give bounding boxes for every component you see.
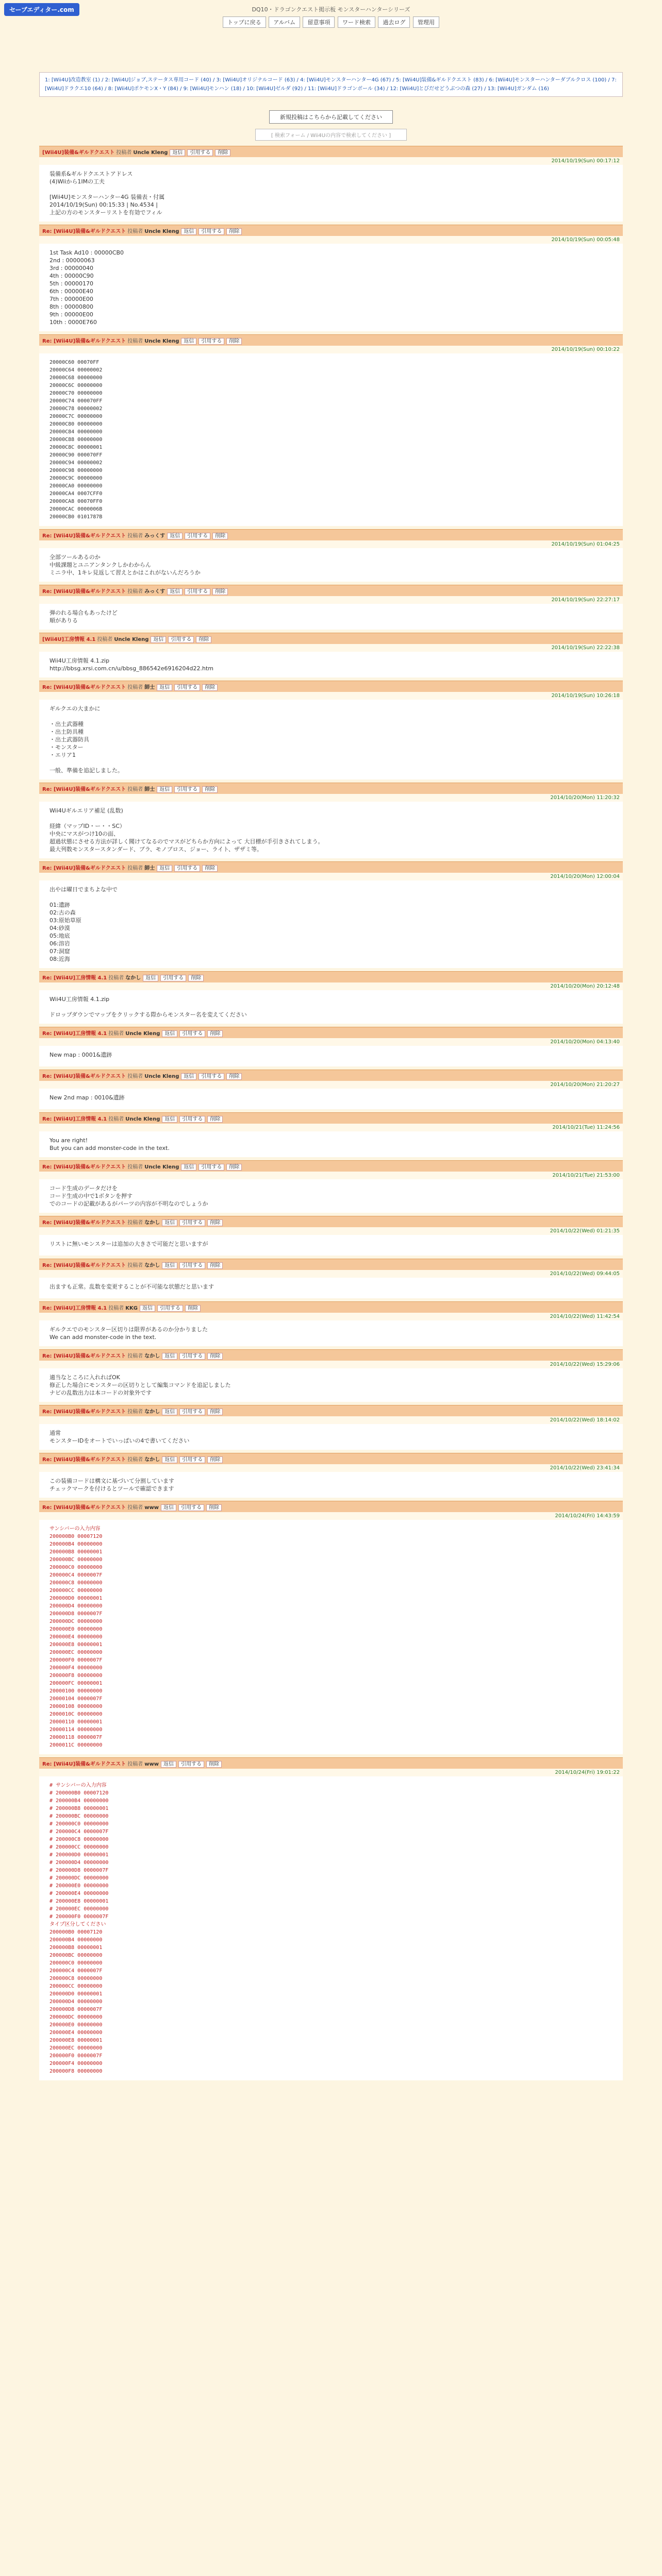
post-quote-button[interactable]: 引用する xyxy=(178,1761,204,1768)
search-bar xyxy=(39,129,623,141)
post-date: 2014/10/19(Sun) 00:05:48 xyxy=(39,236,623,244)
post-body xyxy=(39,700,623,779)
post-body xyxy=(39,1235,623,1256)
post xyxy=(39,1160,623,1213)
post-body xyxy=(39,1776,623,2080)
post-body xyxy=(39,1046,623,1066)
post-by-label: 投稿者 xyxy=(127,1505,143,1511)
post-quote-button[interactable]: 引用する xyxy=(198,1073,224,1080)
post-by-label: 投稿者 xyxy=(127,589,143,595)
post-quote-button[interactable]: 引用する xyxy=(179,1219,205,1226)
post xyxy=(39,529,623,582)
post-reply-button[interactable]: 返信 xyxy=(143,975,158,981)
post-title[interactable]: Re: [Wii4U]装備&ギルドクエスト xyxy=(42,787,126,792)
post-reply-button[interactable]: 返信 xyxy=(157,786,172,793)
post-quote-button[interactable]: 引用する xyxy=(185,533,210,539)
post-header xyxy=(39,529,623,540)
post-body xyxy=(39,1520,623,1754)
post-date: 2014/10/24(Fri) 14:43:59 xyxy=(39,1512,623,1520)
post-list xyxy=(39,146,623,2080)
post-body xyxy=(39,652,623,677)
post-delete-button[interactable]: 削除 xyxy=(207,1219,223,1226)
post-date: 2014/10/20(Mon) 20:12:48 xyxy=(39,982,623,990)
post-title[interactable]: Re: [Wii4U]装備&ギルドクエスト xyxy=(42,1353,126,1359)
post-title[interactable]: Re: [Wii4U]装備&ギルドクエスト xyxy=(42,533,126,539)
post-delete-button[interactable]: 削除 xyxy=(207,1030,223,1037)
post-title[interactable]: Re: [Wii4U]工房情報 4.1 xyxy=(42,1031,107,1037)
post-delete-button[interactable]: 削除 xyxy=(226,228,242,235)
post-reply-button[interactable]: 返信 xyxy=(181,338,196,345)
post-header xyxy=(39,861,623,873)
post-title[interactable]: Re: [Wii4U]装備&ギルドクエスト xyxy=(42,1074,126,1079)
post-title[interactable]: Re: [Wii4U]装備&ギルドクエスト xyxy=(42,1164,126,1170)
post-reply-button[interactable]: 返信 xyxy=(162,1030,177,1037)
post-text: Wii4Uギルエリア補足 (乱数) 経緯（マップID・ー・・SC） 中央にマスがつけ10の面、 超過状態にさせる方法が詳しく聞けてなるのでマスがどちらか方向によって 大目標が手引きされてしまう。 最大列数モンスタースタンダード、ブラ、モノブロス、ジョー、ライト、ザザミ等。 xyxy=(49,807,324,853)
post-author: 師士 xyxy=(144,685,155,690)
post-text: New map : 0001&遺跡 xyxy=(49,1052,112,1058)
post-reply-button[interactable]: 返信 xyxy=(161,1761,176,1768)
post-text: 通常 モンスターIDをオートでいっぱいの4で書いてください xyxy=(49,1430,190,1444)
post-reply-button[interactable]: 返信 xyxy=(162,1409,177,1415)
post-author: Uncle Kleng xyxy=(114,637,149,642)
post-delete-button[interactable]: 削除 xyxy=(196,636,211,643)
post-date: 2014/10/22(Wed) 11:42:54 xyxy=(39,1313,623,1320)
post-text: Wii4U工房情報 4.1.zip http://bbsg.xrsi.com.cn/u/bbsg_886542e6916204d22.htm xyxy=(49,657,213,672)
post-delete-button[interactable]: 削除 xyxy=(207,1116,223,1123)
post xyxy=(39,1259,623,1298)
post-text: ギルクエの大まかに ・出土武器種 ・出土防具種 ・出土武器防具 ・モンスター ・エリア1 一般、準備を追記しました。 xyxy=(49,705,123,774)
post-quote-button[interactable]: 引用する xyxy=(174,786,200,793)
post-body xyxy=(39,1472,623,1498)
post-quote-button[interactable]: 引用する xyxy=(168,636,194,643)
post-header xyxy=(39,1160,623,1172)
post-author: Uncle Kleng xyxy=(144,1074,179,1079)
new-post-button[interactable]: 新規投稿はこちらから記載してください xyxy=(269,110,393,124)
post-title[interactable]: Re: [Wii4U]装備&ギルドクエスト xyxy=(42,1263,126,1268)
post xyxy=(39,1070,623,1109)
post-title[interactable]: [Wii4U]工房情報 4.1 xyxy=(42,637,96,642)
post-by-label: 投稿者 xyxy=(127,1220,143,1226)
post-text: 20000C60 00070FF 20000C64 00000002 20000C68 00000000 20000C6C 00000000 20000C70 00000000 20000C74 000070FF 20000C78 00000002 20000C7C 00000000 20000C80 00000000 20000C84 00000000 20000C88 00000000 20000C8C 00000001 20000C90 000070FF 20000C94 00000002 20000C98 00000000 20000C9C 00000000 20000CA0 00000000 20000CA4 0007CFF0 20000CA8 00070FF0 20000CAC 0000006B 20000CB0 0101787B xyxy=(49,360,103,520)
post-reply-button[interactable]: 返信 xyxy=(167,533,183,539)
nav-album[interactable]: アルバム xyxy=(269,16,300,28)
post-quote-button[interactable]: 引用する xyxy=(198,338,224,345)
post-reply-button[interactable]: 返信 xyxy=(151,636,166,643)
post-delete-button[interactable]: 削除 xyxy=(207,1409,223,1415)
post xyxy=(39,146,623,222)
post-by-label: 投稿者 xyxy=(127,1074,143,1079)
post-by-label: 投稿者 xyxy=(97,637,113,642)
post-text: 1st Task Ad10 : 00000CB0 2nd : 00000063 3rd : 00000040 4th : 00000C90 5th : 00000170 6th : 00000E40 7th : 00000E00 8th : 00000800 9th : 00000E00 10th : 0000E760 xyxy=(49,249,124,326)
post-delete-button[interactable]: 削除 xyxy=(206,1504,222,1511)
post-date: 2014/10/22(Wed) 01:21:35 xyxy=(39,1227,623,1235)
search-input[interactable]: [ 検索フォーム / Wii4Uの内容で検索してください ] xyxy=(255,129,407,141)
post-author: Uncle Kleng xyxy=(125,1031,160,1037)
post-title[interactable]: Re: [Wii4U]装備&ギルドクエスト xyxy=(42,1457,126,1463)
post xyxy=(39,1112,623,1157)
post-quote-button[interactable]: 引用する xyxy=(157,1305,183,1312)
post-delete-button[interactable]: 削除 xyxy=(207,1456,223,1463)
post-header xyxy=(39,1453,623,1464)
post-date: 2014/10/22(Wed) 18:14:02 xyxy=(39,1416,623,1424)
post-header xyxy=(39,1027,623,1038)
post-header xyxy=(39,225,623,236)
post-quote-button[interactable]: 引用する xyxy=(187,149,213,156)
thread-list[interactable]: 1: [Wii4U]改造教室 (1) / 2: [Wii4U]ジョブ,ステータス専用コード (40) / 3: [Wii4U]オリジナルコード (63) / 4: [Wii4U]モンスターハンター4G (67) / 5: [Wii4U]装備&ギルドクエスト (83) / 6: [Wii4U]モンスターハンターダブルクロス (100) / 7: [Wii4U]ドラクエ10 (64) / 8: [Wii4U]ポケモンX・Y (84) / 9: [Wii4U]モンハン (18) / 10: [Wii4U]ゼルダ (92) / 11: [Wii4U]ドラゴンボール (34) / 12: [Wii4U]とびだせどうぶつの森 (27) / 13: [Wii4U]ガンダム (16) xyxy=(39,72,623,97)
post-quote-button[interactable]: 引用する xyxy=(160,975,186,981)
post-body xyxy=(39,604,623,630)
post-header xyxy=(39,1216,623,1227)
post-quote-button[interactable]: 引用する xyxy=(179,1262,205,1269)
post-title[interactable]: Re: [Wii4U]装備&ギルドクエスト xyxy=(42,1761,126,1767)
post-quote-button[interactable]: 引用する xyxy=(185,588,210,595)
post-author: なかし xyxy=(144,1263,160,1268)
post xyxy=(39,1405,623,1450)
post-date: 2014/10/19(Sun) 00:17:12 xyxy=(39,157,623,165)
post-body xyxy=(39,353,623,526)
post-reply-button[interactable]: 返信 xyxy=(181,228,196,235)
post-delete-button[interactable]: 削除 xyxy=(226,338,242,345)
post-header xyxy=(39,1757,623,1769)
post-text: Wii4U工房情報 4.1.zip ドロップダウンでマップをクリックする際からモンスター名を変えてください xyxy=(49,996,247,1018)
post-date: 2014/10/19(Sun) 10:26:18 xyxy=(39,692,623,700)
post-title[interactable]: Re: [Wii4U]工房情報 4.1 xyxy=(42,975,107,981)
nav-top[interactable]: トップに戻る xyxy=(223,16,266,28)
post-header xyxy=(39,633,623,644)
post-header xyxy=(39,1349,623,1361)
post-date: 2014/10/21(Tue) 21:53:00 xyxy=(39,1172,623,1179)
post-text: 全部ツールあるのか 中級課題とユニアンタンクしかわからん ミニラ中、1キレ見返して習えとかはこれがないんだろうか xyxy=(49,554,201,576)
site-logo[interactable]: セーブエディター.com xyxy=(4,3,79,16)
post-body xyxy=(39,880,623,968)
post-text: サンシバーの入力内容 200000B0 00007120 200000B4 00000000 200000B8 00000001 200000BC 00000000 200000C0 00000000 200000C4 0000007F 200000C8 00000000 200000CC 00000000 200000D0 00000001 200000D4 00000000 200000D8 0000007F 200000DC 00000000 200000E0 00000000 200000E4 00000000 200000E8 00000001 200000EC 00000000 200000F0 0000007F 200000F4 00000000 200000F8 00000000 200000FC 00000001 20000100 00000000 20000104 0000007F 20000108 00000000 2000010C 00000000 20000110 00000001 20000114 00000000 20000118 0000007F 2000011C 00000000 xyxy=(49,1526,103,1748)
post-title[interactable]: Re: [Wii4U]装備&ギルドクエスト xyxy=(42,229,126,234)
post-text: 出やは曜日でまちよな中で 01:遺跡 02:古の森 03:原始草原 04:砂漠 05:地底 06:溶岩 07:洞窟 08:近海 xyxy=(49,886,118,962)
post-date: 2014/10/19(Sun) 22:27:17 xyxy=(39,596,623,604)
post-date: 2014/10/19(Sun) 22:22:38 xyxy=(39,644,623,652)
post-by-label: 投稿者 xyxy=(116,150,132,156)
post-reply-button[interactable]: 返信 xyxy=(181,1164,196,1171)
post-author: みっくす xyxy=(144,589,166,595)
new-post-notice xyxy=(39,110,623,124)
post-title[interactable]: Re: [Wii4U]装備&ギルドクエスト xyxy=(42,589,126,595)
post-reply-button[interactable]: 返信 xyxy=(170,149,185,156)
post-date: 2014/10/22(Wed) 09:44:05 xyxy=(39,1270,623,1278)
post-date: 2014/10/19(Sun) 00:10:22 xyxy=(39,346,623,353)
post-text: コード生成のデータだけを コード生成の中で1ボタンを押す でのコードの記載があるがパーツの内容が不明なのでしょうか xyxy=(49,1185,208,1207)
post-text: New 2nd map : 0010&遺跡 xyxy=(49,1094,125,1101)
post-quote-button[interactable]: 引用する xyxy=(179,1030,205,1037)
post-by-label: 投稿者 xyxy=(127,1353,143,1359)
nav-admin[interactable]: 管理用 xyxy=(413,16,439,28)
post-by-label: 投稿者 xyxy=(127,533,143,539)
post-header xyxy=(39,585,623,596)
post-header xyxy=(39,334,623,346)
post-author: Uncle Kleng xyxy=(144,338,179,344)
post-reply-button[interactable]: 返信 xyxy=(157,684,172,691)
site-title: DQ10・ドラゴンクエスト掲示板 モンスターハンターシリーズ xyxy=(252,6,410,13)
post-delete-button[interactable]: 削除 xyxy=(226,1073,242,1080)
post-title[interactable]: Re: [Wii4U]装備&ギルドクエスト xyxy=(42,685,126,690)
post xyxy=(39,225,623,331)
post-author: KKG xyxy=(125,1306,138,1311)
post-delete-button[interactable]: 削除 xyxy=(185,1305,201,1312)
site-header xyxy=(0,0,662,28)
post-body xyxy=(39,1089,623,1109)
post-by-label: 投稿者 xyxy=(108,1306,124,1311)
post-quote-button[interactable]: 引用する xyxy=(179,1116,205,1123)
post xyxy=(39,585,623,630)
post-body xyxy=(39,165,623,222)
post-delete-button[interactable]: 削除 xyxy=(212,588,228,595)
post-header xyxy=(39,1259,623,1270)
post-date: 2014/10/22(Wed) 23:41:34 xyxy=(39,1464,623,1472)
post-text: リストに無いモンスターは追加の大きさで可能だと思いますが xyxy=(49,1241,208,1247)
post-text: 適当なところに入れればOK 修正した場合にモンスターの区切りとして編集コマンドを追記しました ナビの乱数出力は本コードの対象外です xyxy=(49,1374,231,1396)
post-author: Uncle Kleng xyxy=(133,150,168,156)
post-date: 2014/10/21(Tue) 11:24:56 xyxy=(39,1124,623,1131)
post-body xyxy=(39,1278,623,1298)
post-title[interactable]: Re: [Wii4U]工房情報 4.1 xyxy=(42,1116,107,1122)
post-quote-button[interactable]: 引用する xyxy=(174,865,200,872)
nav-search[interactable]: ワード検索 xyxy=(338,16,375,28)
post-by-label: 投稿者 xyxy=(127,787,143,792)
post-author: Uncle Kleng xyxy=(144,229,179,234)
post-author: なかし xyxy=(144,1353,160,1359)
post-title[interactable]: Re: [Wii4U]装備&ギルドクエスト xyxy=(42,1220,126,1226)
post-body xyxy=(39,244,623,331)
post xyxy=(39,861,623,968)
post-author: www xyxy=(144,1761,159,1767)
post xyxy=(39,971,623,1024)
post-reply-button[interactable]: 返信 xyxy=(162,1353,177,1360)
post-author: なかし xyxy=(144,1457,160,1463)
post-body xyxy=(39,1424,623,1450)
post-header xyxy=(39,1070,623,1081)
main-content xyxy=(39,72,623,2083)
post-author: Uncle Kleng xyxy=(125,1116,160,1122)
post-text: この装備コードは構文に基づいて分割しています チェックマークを付けるとツールで確認できます xyxy=(49,1478,174,1492)
post-date: 2014/10/20(Mon) 11:20:32 xyxy=(39,794,623,802)
post xyxy=(39,1216,623,1256)
post-quote-button[interactable]: 引用する xyxy=(198,228,224,235)
post xyxy=(39,1349,623,1402)
post xyxy=(39,1757,623,2080)
post-reply-button[interactable]: 返信 xyxy=(157,865,172,872)
post-date: 2014/10/22(Wed) 15:29:06 xyxy=(39,1361,623,1368)
post-author: なかし xyxy=(144,1409,160,1415)
post-text: 出ますも正常。乱数を変更することが不可能な状態だと思います xyxy=(49,1283,214,1290)
post-reply-button[interactable]: 返信 xyxy=(161,1504,176,1511)
post-reply-button[interactable]: 返信 xyxy=(162,1456,177,1463)
post-delete-button[interactable]: 削除 xyxy=(215,149,230,156)
post-body xyxy=(39,990,623,1024)
post-by-label: 投稿者 xyxy=(127,1761,143,1767)
post-body xyxy=(39,1131,623,1157)
post-author: なかし xyxy=(125,975,141,981)
post-quote-button[interactable]: 引用する xyxy=(198,1164,224,1171)
post xyxy=(39,334,623,526)
post-by-label: 投稿者 xyxy=(108,1116,124,1122)
post-delete-button[interactable]: 削除 xyxy=(188,975,204,981)
post-author: 師士 xyxy=(144,866,155,871)
post-delete-button[interactable]: 削除 xyxy=(202,684,218,691)
post xyxy=(39,633,623,677)
post-delete-button[interactable]: 削除 xyxy=(207,1353,223,1360)
post-header xyxy=(39,1405,623,1416)
post-header xyxy=(39,1301,623,1313)
post-text: You are right! But you can add monster-code in the text. xyxy=(49,1137,170,1151)
post-author: www xyxy=(144,1505,159,1511)
post-by-label: 投稿者 xyxy=(127,338,143,344)
post-delete-button[interactable]: 削除 xyxy=(226,1164,242,1171)
post-author: なかし xyxy=(144,1220,160,1226)
post-quote-button[interactable]: 引用する xyxy=(179,1409,205,1415)
post-by-label: 投稿者 xyxy=(127,1263,143,1268)
post-delete-button[interactable]: 削除 xyxy=(206,1761,222,1768)
post-body xyxy=(39,1368,623,1402)
post-date: 2014/10/20(Mon) 04:13:40 xyxy=(39,1038,623,1046)
post-body xyxy=(39,548,623,582)
post-quote-button[interactable]: 引用する xyxy=(179,1456,205,1463)
post xyxy=(39,1453,623,1498)
post-text: 装備系&ギルドクエストアドレス (4)Wiiから1IMの工夫 [Wii4U]モンスターハンター4G 装備表・付属 2014/10/19(Sun) 00:15:33 | No.4534 | 上記の方のモンスターリストを有効でフィル xyxy=(49,171,165,216)
post-author: みっくす xyxy=(144,533,166,539)
post-reply-button[interactable]: 返信 xyxy=(162,1219,177,1226)
post-by-label: 投稿者 xyxy=(127,1164,143,1170)
post-header xyxy=(39,1112,623,1124)
post-by-label: 投稿者 xyxy=(127,229,143,234)
post-by-label: 投稿者 xyxy=(127,685,143,690)
post xyxy=(39,1027,623,1066)
post-delete-button[interactable]: 削除 xyxy=(202,865,218,872)
post-header xyxy=(39,783,623,794)
post-delete-button[interactable]: 削除 xyxy=(202,786,218,793)
post-body xyxy=(39,1320,623,1346)
post-by-label: 投稿者 xyxy=(127,866,143,871)
post xyxy=(39,1301,623,1346)
post-delete-button[interactable]: 削除 xyxy=(212,533,228,539)
nav-archive[interactable]: 過去ログ xyxy=(378,16,410,28)
post xyxy=(39,1501,623,1754)
post-reply-button[interactable]: 返信 xyxy=(140,1305,155,1312)
post-title[interactable]: Re: [Wii4U]工房情報 4.1 xyxy=(42,1306,107,1311)
top-nav xyxy=(222,16,440,28)
post-date: 2014/10/20(Mon) 12:00:04 xyxy=(39,873,623,880)
post-author: 師士 xyxy=(144,787,155,792)
post-author: Uncle Kleng xyxy=(144,1164,179,1170)
post-date: 2014/10/19(Sun) 01:04:25 xyxy=(39,540,623,548)
post-reply-button[interactable]: 返信 xyxy=(162,1116,177,1123)
post-quote-button[interactable]: 引用する xyxy=(178,1504,204,1511)
post-title[interactable]: Re: [Wii4U]装備&ギルドクエスト xyxy=(42,1409,126,1415)
post-delete-button[interactable]: 削除 xyxy=(207,1262,223,1269)
post-title[interactable]: Re: [Wii4U]装備&ギルドクエスト xyxy=(42,1505,126,1511)
post-text: # サンシバーの入力内容 # 200000B0 00007120 # 200000B4 00000000 # 200000B8 00000001 # 200000BC 00000000 # 200000C0 00000000 # 200000C4 0000007F # 200000C8 00000000 # 200000CC 00000000 # 200000D0 00000001 # 200000D4 00000000 # 200000D8 0000007F # 200000DC 00000000 # 200000E0 00000000 # 200000E4 00000000 # 200000E8 00000001 # 200000EC 00000000 # 200000F0 0000007F タイプ区分してください 200000B0 00007120 200000B4 00000000 200000B8 00000001 200000BC 00000000 200000C0 00000000 200000C4 0000007F 200000C8 00000000 200000CC 00000000 200000D0 00000001 200000D4 00000000 200000D8 0000007F 200000DC 00000000 200000E0 00000000 200000E4 00000000 200000E8 00000001 200000EC 00000000 200000F0 0000007F 200000F4 00000000 200000F8 00000000 xyxy=(49,1783,109,2074)
post-header xyxy=(39,681,623,692)
post-title[interactable]: [Wii4U]装備&ギルドクエスト xyxy=(42,150,115,156)
post-header xyxy=(39,1501,623,1512)
post-date: 2014/10/20(Mon) 21:20:27 xyxy=(39,1081,623,1089)
post-body xyxy=(39,1179,623,1213)
post-reply-button[interactable]: 返信 xyxy=(167,588,183,595)
nav-notes[interactable]: 留意事項 xyxy=(303,16,335,28)
post-by-label: 投稿者 xyxy=(127,1457,143,1463)
post-quote-button[interactable]: 引用する xyxy=(179,1353,205,1360)
post-reply-button[interactable]: 返信 xyxy=(162,1262,177,1269)
post xyxy=(39,681,623,779)
post-text: ギルクエでのモンスター区切りは限界があるのか分かりました We can add monster-code in the text. xyxy=(49,1326,208,1341)
post-by-label: 投稿者 xyxy=(108,1031,124,1037)
post-header xyxy=(39,146,623,157)
post-quote-button[interactable]: 引用する xyxy=(174,684,200,691)
post-title[interactable]: Re: [Wii4U]装備&ギルドクエスト xyxy=(42,338,126,344)
post-body xyxy=(39,802,623,858)
post-text: 弾のれる場合もあったけど 順がありる xyxy=(49,609,118,624)
post-header xyxy=(39,971,623,982)
post-by-label: 投稿者 xyxy=(127,1409,143,1415)
post-reply-button[interactable]: 返信 xyxy=(181,1073,196,1080)
post-title[interactable]: Re: [Wii4U]装備&ギルドクエスト xyxy=(42,866,126,871)
post-date: 2014/10/24(Fri) 19:01:22 xyxy=(39,1769,623,1776)
post xyxy=(39,783,623,858)
post-by-label: 投稿者 xyxy=(108,975,124,981)
